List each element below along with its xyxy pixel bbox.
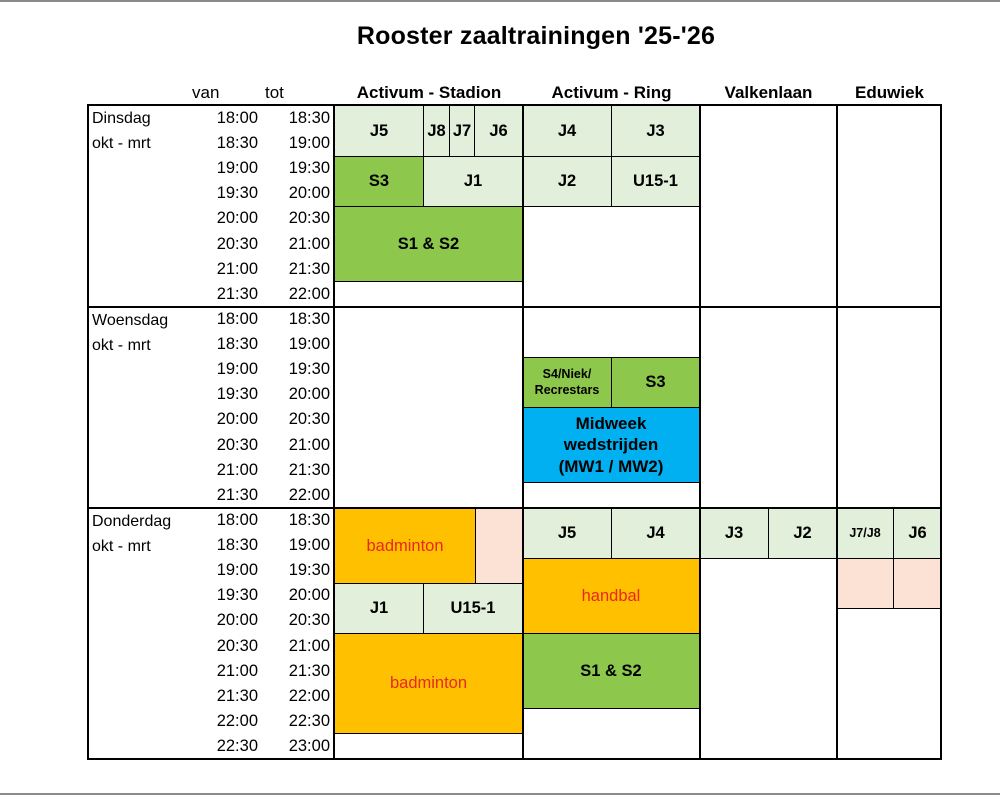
time-tot: 18:30 — [288, 310, 330, 328]
time-van: 19:30 — [216, 184, 258, 203]
time-van: 21:30 — [216, 284, 258, 303]
day-label-dinsdag — [92, 106, 151, 156]
block-do-edu-j7j8: J7/J8 — [836, 508, 894, 559]
block-di-j7: J7 — [449, 105, 475, 157]
time-van: 18:30 — [216, 335, 258, 354]
time-tot: 18:30 — [288, 511, 330, 529]
time-van: 20:00 — [216, 209, 258, 228]
day-name: Woensdag — [92, 312, 169, 329]
block-wo-s4-line1: S4/Niek/ — [542, 366, 592, 381]
block-di-ring-j2: J2 — [522, 156, 612, 207]
time-van: 19:00 — [216, 360, 258, 379]
time-van: 18:30 — [216, 134, 258, 153]
block-do-s1s2: S1 & S2 — [522, 633, 700, 709]
block-wo-s4-line2: Recrestars — [534, 382, 600, 397]
time-van: 18:00 — [216, 310, 258, 328]
block-wo-midweek-line1: Midweek — [575, 414, 647, 434]
time-tot: 19:00 — [288, 536, 330, 555]
time-tot: 21:30 — [288, 661, 330, 680]
time-tot: 19:30 — [288, 561, 330, 580]
block-do-valk-j2: J2 — [768, 508, 837, 559]
header-eduwiek: Eduwiek — [855, 83, 924, 102]
time-tot: 21:30 — [288, 460, 330, 479]
block-do-edu-empty-1 — [836, 558, 894, 609]
time-van: 21:00 — [216, 460, 258, 479]
time-tot: 20:00 — [288, 586, 330, 605]
time-tot: 20:00 — [288, 385, 330, 404]
block-wo-midweek-line2: wedstrijden — [563, 435, 659, 455]
time-tot: 19:00 — [288, 335, 330, 354]
block-wo-midweek — [522, 407, 700, 483]
time-van: 22:30 — [216, 736, 258, 755]
time-tot: 22:00 — [288, 686, 330, 705]
block-do-j1: J1 — [334, 583, 424, 634]
time-van: 20:30 — [216, 234, 258, 253]
time-tot: 21:00 — [288, 435, 330, 454]
time-tot: 19:30 — [288, 360, 330, 379]
day-period: okt - mrt — [92, 538, 151, 555]
day-name: Donderdag — [92, 513, 172, 530]
block-di-ring-u15: U15-1 — [611, 156, 700, 207]
time-tot: 21:30 — [288, 259, 330, 278]
time-van: 19:00 — [216, 561, 258, 580]
time-tot: 19:00 — [288, 134, 330, 153]
block-do-u15: U15-1 — [423, 583, 523, 634]
block-di-j8: J8 — [423, 105, 450, 157]
time-tot: 22:30 — [288, 711, 330, 730]
block-do-ring-j5: J5 — [522, 508, 612, 559]
header-valkenlaan: Valkenlaan — [724, 83, 813, 102]
day-period: okt - mrt — [92, 337, 151, 354]
time-van: 18:30 — [216, 536, 258, 555]
block-di-ring-j3: J3 — [611, 105, 700, 157]
day-name: Dinsdag — [92, 110, 151, 127]
block-do-badminton-2: badminton — [334, 633, 523, 734]
time-van: 20:30 — [216, 636, 258, 655]
time-tot: 20:00 — [288, 184, 330, 203]
time-van: 18:00 — [216, 109, 258, 127]
header-van: van — [192, 83, 220, 102]
time-van: 22:00 — [216, 711, 258, 730]
block-di-j6: J6 — [474, 105, 523, 157]
block-wo-s4-niek-recrestars — [522, 357, 612, 408]
day-period: okt - mrt — [92, 135, 151, 152]
time-tot: 23:00 — [288, 736, 330, 755]
block-di-s3: S3 — [334, 156, 424, 207]
time-tot: 19:30 — [288, 159, 330, 178]
time-van: 21:00 — [216, 259, 258, 278]
time-van: 19:30 — [216, 586, 258, 605]
block-di-s1s2: S1 & S2 — [334, 206, 523, 282]
time-van: 21:00 — [216, 661, 258, 680]
block-do-handbal: handbal — [522, 558, 700, 634]
time-tot: 21:00 — [288, 234, 330, 253]
block-di-ring-j4: J4 — [522, 105, 612, 157]
time-van: 20:30 — [216, 435, 258, 454]
time-van: 20:00 — [216, 611, 258, 630]
time-tot: 18:30 — [288, 109, 330, 127]
time-van: 19:00 — [216, 159, 258, 178]
block-wo-midweek-line3: (MW1 / MW2) — [558, 456, 664, 476]
block-do-edu-j6: J6 — [893, 508, 942, 559]
header-activum-stadion: Activum - Stadion — [356, 83, 502, 102]
time-van: 21:30 — [216, 686, 258, 705]
time-van: 18:00 — [216, 511, 258, 529]
page-title: Rooster zaaltrainingen '25-'26 — [356, 22, 716, 50]
block-do-valk-j3: J3 — [699, 508, 769, 559]
block-do-stadion-empty — [475, 508, 523, 584]
block-do-edu-empty-2 — [893, 558, 942, 609]
time-van: 19:30 — [216, 385, 258, 404]
block-do-ring-j4: J4 — [611, 508, 700, 559]
header-tot: tot — [265, 83, 284, 102]
time-tot: 22:00 — [288, 284, 330, 303]
time-tot: 20:30 — [288, 209, 330, 228]
time-tot: 20:30 — [288, 410, 330, 429]
time-van: 21:30 — [216, 485, 258, 504]
day-label-woensdag — [92, 308, 168, 358]
day-label-donderdag — [92, 509, 171, 559]
block-di-j1: J1 — [423, 156, 523, 207]
block-do-badminton-1: badminton — [334, 508, 476, 584]
time-van: 20:00 — [216, 410, 258, 429]
block-wo-s3: S3 — [611, 357, 700, 408]
time-tot: 22:00 — [288, 485, 330, 504]
block-di-j5: J5 — [334, 105, 424, 157]
time-tot: 21:00 — [288, 636, 330, 655]
time-tot: 20:30 — [288, 611, 330, 630]
header-activum-ring: Activum - Ring — [551, 83, 672, 102]
